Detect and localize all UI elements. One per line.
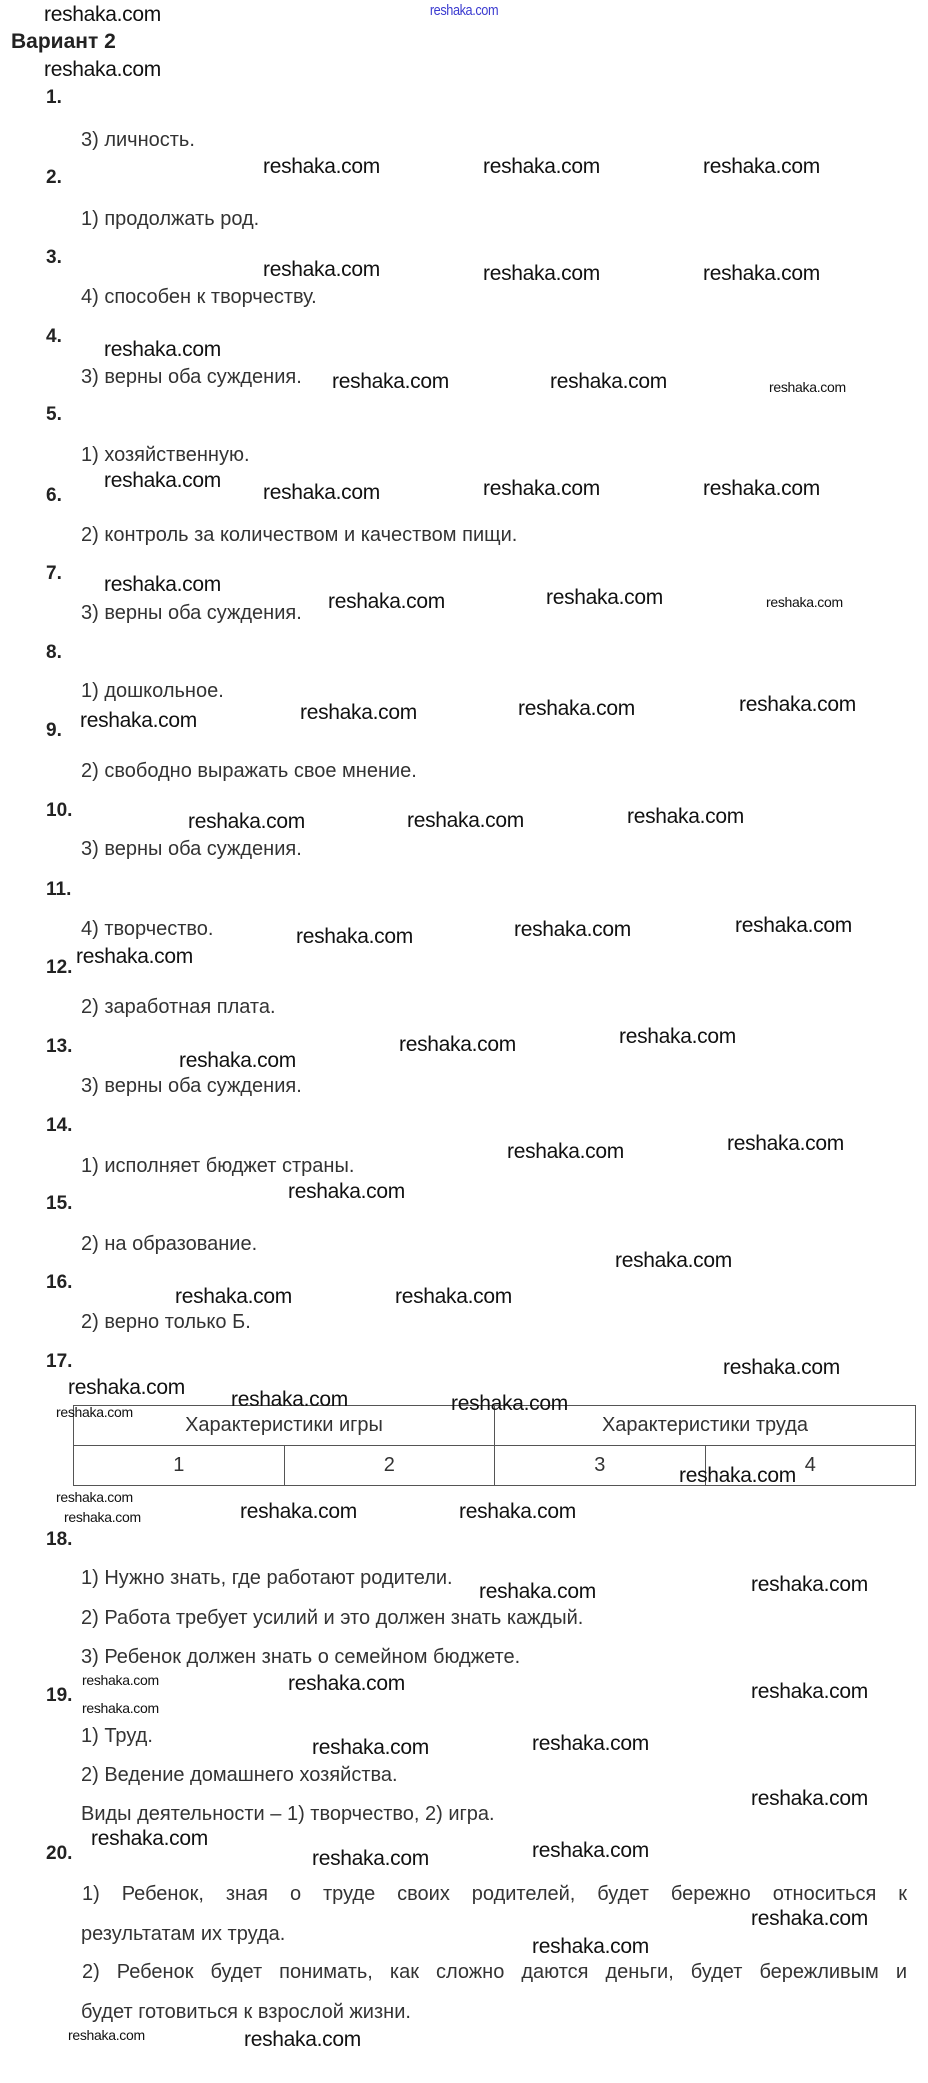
question-number: 3.: [46, 247, 62, 268]
watermark-text: reshaka.com: [395, 1285, 512, 1308]
watermark-text: reshaka.com: [546, 586, 663, 609]
watermark-text: reshaka.com: [76, 945, 193, 968]
watermark-text: reshaka.com: [263, 155, 380, 178]
watermark-text: reshaka.com: [328, 590, 445, 613]
watermark-text: reshaka.com: [703, 477, 820, 500]
question-number: 12.: [46, 957, 73, 978]
watermark-text: reshaka.com: [312, 1736, 429, 1759]
answer-line: 3) верны оба суждения.: [81, 602, 302, 624]
answer-line: 3) Ребенок должен знать о семейном бюджете.: [81, 1646, 521, 1668]
watermark-text: reshaka.com: [244, 2028, 361, 2051]
watermark-text: reshaka.com: [751, 1787, 868, 1810]
answer-line: 1) Труд.: [81, 1725, 153, 1747]
watermark-text: reshaka.com: [739, 693, 856, 716]
watermark-text: reshaka.com: [188, 810, 305, 833]
answer-line: 1) дошкольное.: [81, 680, 224, 702]
table-cell: 1: [74, 1446, 285, 1486]
watermark-text: reshaka.com: [300, 701, 417, 724]
watermark-text: reshaka.com: [459, 1500, 576, 1523]
answer-line: 3) верны оба суждения.: [81, 1075, 302, 1097]
question-number: 18.: [46, 1529, 73, 1550]
watermark-text: reshaka.com: [723, 1356, 840, 1379]
watermark-text: reshaka.com: [104, 573, 221, 596]
watermark-text: reshaka.com: [56, 1404, 133, 1420]
question-number: 9.: [46, 720, 62, 741]
answer-line: 4) способен к творчеству.: [81, 286, 317, 308]
watermark-text: reshaka.com: [627, 805, 744, 828]
watermark-text: reshaka.com: [619, 1025, 736, 1048]
answer-line: 3) верны оба суждения.: [81, 838, 302, 860]
watermark-text: reshaka.com: [288, 1180, 405, 1203]
question-number: 5.: [46, 404, 62, 425]
watermark-text: reshaka.com: [44, 3, 161, 26]
answer-line: 1) исполняет бюджет страны.: [81, 1155, 355, 1177]
question-number: 8.: [46, 642, 62, 663]
answer-line: 2) Ведение домашнего хозяйства.: [81, 1764, 398, 1786]
table-cell: 4: [705, 1446, 916, 1486]
watermark-text: reshaka.com: [514, 918, 631, 941]
answer-line: 3) личность.: [81, 129, 195, 151]
answer-line: 2) на образование.: [81, 1233, 258, 1255]
watermark-text: reshaka.com: [532, 1839, 649, 1862]
answer-line: 2) контроль за количеством и качеством пищи.: [81, 524, 518, 546]
question-number: 19.: [46, 1685, 73, 1706]
watermark-text: reshaka.com: [766, 594, 843, 610]
answer-line: 2) заработная плата.: [81, 996, 276, 1018]
watermark-text: reshaka.com: [532, 1935, 649, 1958]
watermark-text: reshaka.com: [288, 1672, 405, 1695]
question-number: 15.: [46, 1193, 73, 1214]
table-header-game: Характеристики игры: [74, 1406, 495, 1446]
question-number: 16.: [46, 1272, 73, 1293]
watermark-text: reshaka.com: [483, 477, 600, 500]
watermark-text: reshaka.com: [104, 469, 221, 492]
question-number: 13.: [46, 1036, 73, 1057]
question-number: 20.: [46, 1843, 73, 1864]
question-number: 17.: [46, 1351, 73, 1372]
watermark-text: reshaka.com: [769, 379, 846, 395]
watermark-text: reshaka.com: [735, 914, 852, 937]
watermark-text: reshaka.com: [82, 1700, 159, 1716]
question-number: 14.: [46, 1115, 73, 1136]
watermark-text: reshaka.com: [483, 262, 600, 285]
watermark-text: reshaka.com: [451, 1392, 568, 1415]
watermark-text: reshaka.com: [507, 1140, 624, 1163]
answer-line: 2) свободно выражать свое мнение.: [81, 760, 417, 782]
watermark-text: reshaka.com: [751, 1907, 868, 1930]
question-number: 2.: [46, 167, 62, 188]
watermark-text: reshaka.com: [550, 370, 667, 393]
watermark-text: reshaka.com: [615, 1249, 732, 1272]
watermark-text: reshaka.com: [483, 155, 600, 178]
question-number: 6.: [46, 485, 62, 506]
answer-line: 2) верно только Б.: [81, 1311, 251, 1333]
watermark-text: reshaka.com: [532, 1732, 649, 1755]
watermark-text: reshaka.com: [332, 370, 449, 393]
watermark-text: reshaka.com: [751, 1573, 868, 1596]
answer-line: Виды деятельности – 1) творчество, 2) игра.: [81, 1803, 495, 1825]
watermark-text: reshaka.com: [479, 1580, 596, 1603]
answer-line: 1) Нужно знать, где работают родители.: [81, 1567, 453, 1589]
question-number: 4.: [46, 326, 62, 347]
watermark-text: reshaka.com: [703, 262, 820, 285]
watermark-text: reshaka.com: [68, 1376, 185, 1399]
table-cell: 2: [284, 1446, 495, 1486]
question-number: 11.: [46, 879, 72, 900]
watermark-text: reshaka.com: [312, 1847, 429, 1870]
watermark-text: reshaka.com: [175, 1285, 292, 1308]
page-title: Вариант 2: [11, 30, 116, 53]
answer-line: 1) хозяйственную.: [81, 444, 250, 466]
watermark-text: reshaka.com: [104, 338, 221, 361]
answer-line: 1) продолжать род.: [81, 208, 260, 230]
answer-line: 2) Работа требует усилий и это должен знать каждый.: [81, 1607, 584, 1629]
site-watermark-header: reshaka.com: [429, 2, 499, 19]
watermark-text: reshaka.com: [179, 1049, 296, 1072]
watermark-text: reshaka.com: [751, 1680, 868, 1703]
watermark-text: reshaka.com: [240, 1500, 357, 1523]
watermark-text: reshaka.com: [518, 697, 635, 720]
watermark-text: reshaka.com: [82, 1672, 159, 1688]
watermark-text: reshaka.com: [91, 1827, 208, 1850]
table-cell: 3: [495, 1446, 706, 1486]
answer-line: 3) верны оба суждения.: [81, 366, 302, 388]
watermark-text: reshaka.com: [68, 2027, 145, 2043]
watermark-text: reshaka.com: [727, 1132, 844, 1155]
answer-line: будет готовиться к взрослой жизни.: [81, 2001, 411, 2023]
answer-line: 1) Ребенок, зная о труде своих родителей, будет бережно относиться к: [82, 1883, 907, 1905]
watermark-text: reshaka.com: [407, 809, 524, 832]
watermark-text: reshaka.com: [44, 58, 161, 81]
watermark-text: reshaka.com: [263, 258, 380, 281]
watermark-text: reshaka.com: [263, 481, 380, 504]
watermark-text: reshaka.com: [64, 1509, 141, 1525]
question-number: 1.: [46, 87, 62, 108]
watermark-text: reshaka.com: [296, 925, 413, 948]
watermark-text: reshaka.com: [703, 155, 820, 178]
watermark-text: reshaka.com: [80, 709, 197, 732]
answer-line: 4) творчество.: [81, 918, 214, 940]
question-number: 7.: [46, 563, 62, 584]
table-header-work: Характеристики труда: [495, 1406, 916, 1446]
watermark-text: reshaka.com: [56, 1489, 133, 1505]
answer-line: результатам их труда.: [81, 1923, 286, 1945]
watermark-text: reshaka.com: [231, 1388, 348, 1411]
answer-line: 2) Ребенок будет понимать, как сложно даются деньги, будет бережливым и: [82, 1961, 907, 1983]
watermark-text: reshaka.com: [399, 1033, 516, 1056]
question-number: 10.: [46, 800, 73, 821]
watermark-text: reshaka.com: [679, 1464, 796, 1487]
